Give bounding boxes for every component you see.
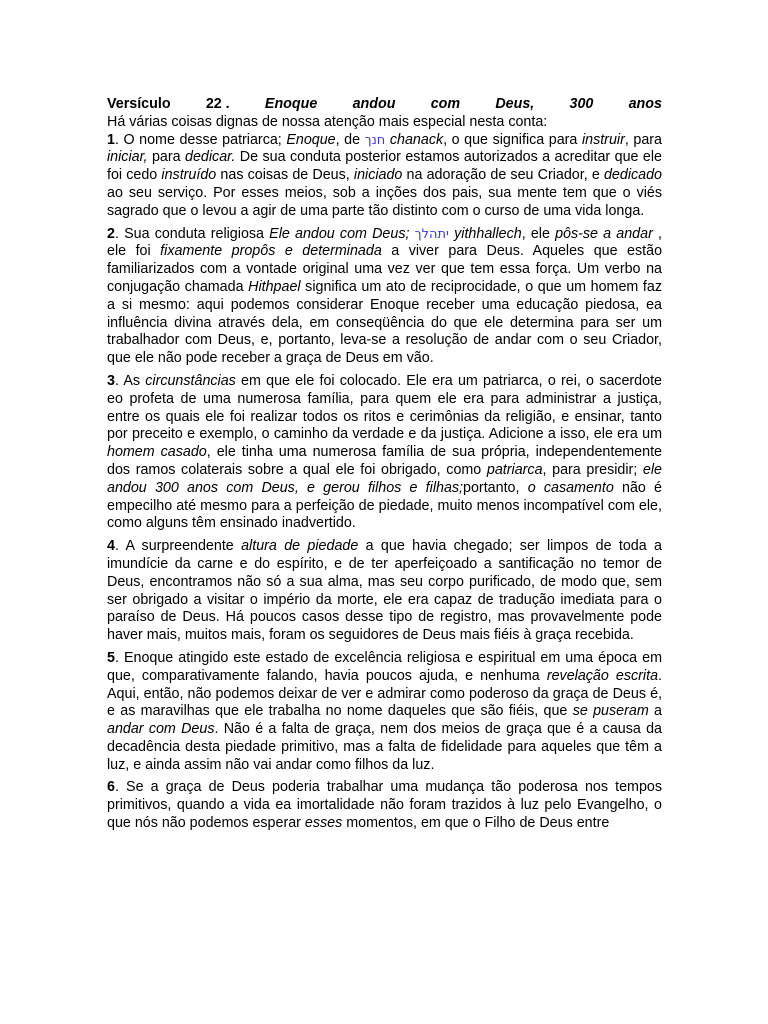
italic-text: yithhallech [454, 225, 522, 242]
paragraph-number: 5 [107, 649, 115, 666]
heading-word: Deus, [495, 96, 535, 112]
paragraph-number: 1 [107, 131, 115, 148]
text-run: . Aqui, então, não podemos deixar de ver e admirar como poderoso da graça de Deus é, e as maravilhas que ele trabalha no nome daqueles que são fiéis, que [107, 667, 663, 720]
text-run: a que havia chegado; ser limpos de toda a imundície da carne e do espírito, e de ter aperfeiçoado a santificação no temor de Deus, encontramos não só a sua alma, mas seu corpo purificado, de modo que, sem ser obrigado a visitar o império da morte, ele era capaz de tradução imediata para o paraíso de Deus. Há poucos casos desse tipo de registro, mas provavelmente pode haver mais, muitos mais, foram os seguidores de Deus mais fiéis à graça recebida. [107, 538, 662, 644]
text-run: , para [624, 131, 662, 148]
italic-text: esses [304, 815, 343, 832]
text-run: a [648, 703, 662, 720]
italic-text: andar com Deus [107, 721, 215, 738]
italic-text: dedicar. [185, 149, 236, 166]
text-run: na adoração de seu Criador, e [402, 167, 604, 184]
italic-text: Hithpael [248, 278, 301, 295]
italic-text: circunstâncias [145, 372, 236, 389]
text-run: , o que significa para [443, 131, 582, 148]
text-run: De sua conduta posterior estamos autorizados a acreditar que ele foi cedo [107, 149, 662, 184]
text-run: ao seu serviço. Por esses meios, sob a inções dos pais, sua mente tem que o viés sagrado que o levou a agir de uma parte tão distinto com o curso de uma vida longa. [107, 184, 662, 219]
text-run: a viver para Deus. Aqueles que estão familiarizados com a vontade original uma vez ver que tem essa força. Um verbo na conjugação chamada [107, 243, 663, 295]
paragraph-6 [107, 779, 662, 832]
italic-text: instruir [581, 131, 625, 148]
italic-text: iniciado [353, 167, 403, 184]
text-run: não é empecilho até mesmo para a perfeição de piedade, muito menos incompatível com ele, como alguns têm ensinado inadvertido. [107, 479, 663, 532]
text-run: , ele tinha uma numerosa família de sua própria, independentemente dos ramos colaterais sobre a qual ele foi obrigado, como [107, 444, 663, 478]
text-run: significa um ato de reciprocidade, o que um homem faz a si mesmo: aqui podemos considerar Enoque receber uma educação piedosa, ea influência divina através dela, em conseqüência do que ele determina para ser um trabalhador com Deus, e, portanto, leva-se a resolução de andar com o seu Criador, que ele não pode receber a graça de Deus em vão. [107, 278, 662, 367]
italic-text: Ele andou com Deus; [269, 225, 415, 242]
italic-text: iniciar, [107, 149, 148, 166]
italic-text: se puseram [572, 703, 649, 720]
paragraph-3 [107, 373, 662, 533]
paragraph-5 [107, 650, 662, 775]
hebrew-word: יתהלך [414, 226, 449, 242]
text-run: . As [114, 372, 146, 389]
paragraph-number: 6 [107, 779, 115, 796]
text-run: nas coisas de Deus, [216, 167, 354, 184]
text-run: . Se a graça de Deus poderia trabalhar uma mudança tão poderosa nos tempos primitivos, quando a vida ea imortalidade não foram trazidos à luz pelo Evangelho, o que nós não podemos esperar [107, 779, 662, 832]
heading-word: anos [628, 96, 662, 112]
text-run: . O nome desse patriarca; [114, 131, 287, 148]
italic-text: homem casado [107, 444, 207, 461]
text-run: , ele [521, 225, 556, 242]
italic-text: instruído [161, 167, 217, 184]
intro-line: Há várias coisas dignas de nossa atenção mais especial nesta conta: [107, 113, 548, 130]
text-run: , ele foi [107, 225, 663, 260]
text-run: . Sua conduta religiosa [114, 225, 270, 242]
italic-text: o casamento [527, 479, 614, 496]
heading-prefix: Versículo [107, 96, 171, 112]
italic-text: Enoque [286, 131, 336, 148]
paragraph-number: 2 [107, 225, 115, 242]
hebrew-word: חנך [364, 132, 386, 148]
text-run: , de [335, 131, 365, 148]
italic-text: fixamente propôs e determinada [160, 243, 382, 260]
italic-text: patriarca [486, 461, 543, 478]
text-run: para [147, 149, 186, 166]
document-page [107, 96, 662, 838]
text-run: . Não é a falta de graça, nem dos meios de graça que é a causa da decadência desta piedade primitivo, mas a falta de fidelidade para aqueles que têm a luz, e ainda assim não vai andar como filhos da luz. [107, 721, 662, 773]
heading-word: 300 [569, 96, 594, 112]
commentary-body [107, 132, 662, 833]
text-run: , para presidir; [542, 461, 643, 478]
paragraph-4 [107, 538, 662, 645]
italic-text: ele andou 300 anos com Deus, e gerou filhos e filhas; [107, 461, 662, 496]
text-run: . Enoque atingido este estado de excelência religiosa e espiritual em uma época em que, comparativamente falando, havia poucos ajuda, e nenhuma [107, 649, 662, 684]
paragraph-number: 3 [107, 372, 115, 389]
italic-text: chanack [389, 131, 444, 148]
heading-number: 22 . [205, 96, 230, 112]
text-run: . A surpreendente [114, 538, 242, 555]
text-run: portanto, [463, 479, 528, 496]
italic-text: dedicado [603, 167, 663, 184]
paragraph-number: 4 [107, 538, 115, 555]
heading-word: andou [352, 96, 396, 112]
italic-text: altura de piedade [241, 538, 359, 555]
verse-heading [107, 96, 662, 114]
italic-text: pôs-se a andar [555, 225, 653, 242]
text-run: momentos, em que o Filho de Deus entre [342, 815, 610, 832]
paragraph-2 [107, 226, 662, 368]
paragraph-1 [107, 132, 662, 221]
heading-word: com [430, 96, 461, 112]
heading-word: Enoque [264, 96, 318, 112]
italic-text: revelação escrita [546, 667, 659, 684]
text-run: em que ele foi colocado. Ele era um patriarca, o rei, o sacerdote eo profeta de uma numerosa família, para quem ele era para administrar a justiça, entre os quais ele foi realizar todos os ritos e cerimônias da religião, e ensinar, tanto por preceito e exemplo, o caminho da verdade e da justiça. Adicione a isso, ele era um [107, 372, 662, 443]
